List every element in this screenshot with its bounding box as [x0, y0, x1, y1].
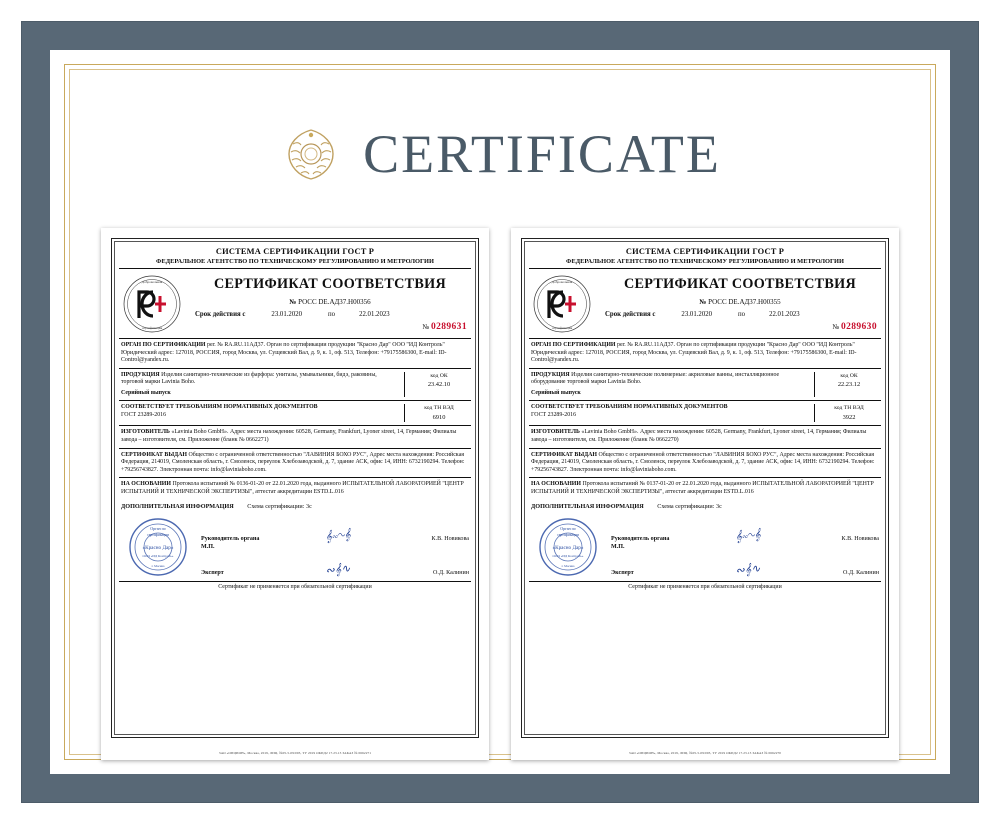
certificate-main-title: СЕРТИФИКАТ СООТВЕТСТВИЯ	[623, 276, 857, 292]
system-header: СИСТЕМА СЕРТИФИКАЦИИ ГОСТ Р	[215, 247, 375, 256]
tnved-value: 6910	[432, 413, 446, 421]
head-signature-row	[201, 516, 469, 542]
expert-signature-row	[201, 550, 469, 576]
manufacturer-text: «Lavinia Boho GmbH». Адрес места нахождения: 60528, Germany, Frankfurt, Lyoner street, 14, Германия; Филиалы завода – изготовителя, см. Приложение (бланк № 0662270)	[531, 429, 867, 443]
svg-text:ООО «ИД Контроль»: ООО «ИД Контроль»	[142, 554, 174, 559]
tnved-label: код ТН ВЭД	[834, 405, 864, 412]
rostest-pct-emblem-icon	[529, 274, 595, 334]
certificate-main-title: СЕРТИФИКАТ СООТВЕТСТВИЯ	[213, 276, 447, 292]
issued-to-section	[529, 449, 881, 479]
basis-section	[529, 478, 881, 499]
svg-text:Добровольная: Добровольная	[551, 280, 573, 284]
blank-label: №	[422, 323, 430, 331]
validity-label: Срок действия с	[605, 311, 656, 318]
manufacturer-section	[529, 426, 881, 448]
footer-note: Сертификат не применяется при обязательной сертификации	[529, 581, 881, 590]
svg-text:сертификация: сертификация	[141, 326, 163, 330]
inner-white-panel	[50, 50, 950, 774]
issued-text: Общество с ограниченной ответственностью "ЛАВИНИЯ БОХО РУС", Адрес места нахождения: Российская Федерация, 214019, Смоленская область, г. Смоленск, переулок Хлебозаводской, д. 7, здание АСК, офис 14, ИНН: 6732190294. Телефон: +79256743827. Электронная почта: info@laviniaboho.com.	[531, 451, 875, 473]
product-label: ПРОДУКЦИЯ	[531, 371, 570, 378]
number-value: РОСС DE.АД37.Н00355	[708, 298, 781, 306]
ok-code-label: код ОК	[430, 372, 448, 379]
head-role: Руководитель органа	[201, 536, 260, 543]
valid-to-label: по	[738, 311, 746, 318]
conformance-section	[119, 401, 471, 426]
ok-code-value: 22.23.12	[837, 381, 861, 389]
title-row	[80, 122, 920, 186]
system-header: СИСТЕМА СЕРТИФИКАЦИИ ГОСТ Р	[625, 247, 785, 256]
round-blue-stamp-icon	[531, 516, 607, 578]
number-value: РОСС DE.АД37.Н00356	[298, 298, 371, 306]
certification-body-section	[529, 339, 881, 369]
rostest-pct-emblem-icon	[119, 274, 185, 334]
head-signature-mark: 𝄞∾∿𝄞	[324, 528, 352, 544]
issued-label: СЕРТИФИКАТ ВЫДАН	[121, 451, 188, 458]
number-label: №	[289, 298, 297, 306]
certificate-number-line	[599, 298, 881, 306]
extra-information-section	[119, 499, 471, 512]
certificate-document-right[interactable]	[511, 228, 899, 760]
svg-text:сертификация: сертификация	[551, 326, 573, 330]
head-signature-mark: 𝄞∾∿𝄞	[734, 528, 762, 544]
expert-signature-row	[611, 550, 879, 576]
expert-role: Эксперт	[611, 570, 634, 577]
mp-label: М.П.	[201, 544, 215, 551]
basis-text: Протокола испытаний № 0136-01-20 от 22.01.2020 года, выданного ИСПЫТАТЕЛЬНОЙ ЛАБОРАТОРИЕЙ "ЦЕНТР ИСПЫТАНИЙ И ТЕХНИЧЕСКОЙ ЭКСПЕРТИЗЫ", аттестат аккредитации ESTD.L.016	[121, 481, 464, 495]
conform-label: СООТВЕТСТВУЕТ ТРЕБОВАНИЯМ НОРМАТИВНЫХ ДОКУМЕНТОВ	[531, 404, 728, 411]
blank-number: 0289631	[430, 322, 467, 332]
footer-note: Сертификат не применяется при обязательной сертификации	[119, 581, 471, 590]
valid-to: 22.01.2023	[769, 311, 800, 318]
serial-label: Серийный выпуск	[531, 389, 581, 396]
body-text: рег. № RA.RU.11АД37. Орган по сертификации продукции "Красно Дар" ООО "ИД Контроль" Юридический адрес: 127018, РОССИЯ, город Москва, ул. Сущевский Вал, д. 9, к. 1, оф. 513, Телефон: +79175586300, E-mail: ID-Control@yandex.ru.	[121, 342, 447, 364]
emblem-title-block	[529, 274, 881, 339]
svg-text:«Красно Дар»: «Красно Дар»	[142, 545, 174, 552]
manufacturer-label: ИЗГОТОВИТЕЛЬ	[531, 429, 580, 436]
validity-line	[189, 311, 471, 318]
agency-line: ФЕДЕРАЛЬНОЕ АГЕНТСТВО ПО ТЕХНИЧЕСКОМУ РЕГУЛИРОВАНИЮ И МЕТРОЛОГИИ	[529, 258, 881, 269]
svg-text:г. Москва: г. Москва	[561, 564, 575, 569]
svg-text:г. Москва: г. Москва	[151, 564, 165, 569]
ok-code-label: код ОК	[840, 372, 858, 379]
validity-line	[599, 311, 881, 318]
blank-number-line	[189, 322, 471, 332]
ok-code-value: 23.42.10	[427, 381, 451, 389]
printing-house-footer: ЗАО «ОПЦИОН», Москва, 2019, ЛИЦ. №05-5-09/003, ТУ 2019 ОКПД2 17.23.13 ЗАКАЗ № 0662270	[628, 751, 782, 755]
blank-number: 0289630	[840, 322, 877, 332]
validity-label: Срок действия с	[195, 311, 246, 318]
svg-text:ООО «ИД Контроль»: ООО «ИД Контроль»	[552, 554, 584, 559]
svg-text:Орган по: Орган по	[560, 526, 576, 532]
valid-to: 22.01.2023	[359, 311, 390, 318]
certificate-content	[80, 74, 920, 755]
tnved-value: 3922	[842, 413, 856, 421]
number-label: №	[699, 298, 707, 306]
expert-name: О.Д. Калинин	[433, 570, 469, 577]
agency-line: ФЕДЕРАЛЬНОЕ АГЕНТСТВО ПО ТЕХНИЧЕСКОМУ РЕГУЛИРОВАНИЮ И МЕТРОЛОГИИ	[119, 258, 471, 269]
emblem-title-block	[119, 274, 471, 339]
head-name: К.В. Новикова	[841, 536, 879, 543]
extra-information-section	[529, 499, 881, 512]
svg-text:сертификации: сертификации	[557, 533, 579, 538]
laurel-wreath-icon	[279, 122, 343, 186]
conformance-section	[529, 401, 881, 426]
manufacturer-label: ИЗГОТОВИТЕЛЬ	[121, 429, 170, 436]
body-label: ОРГАН ПО СЕРТИФИКАЦИИ	[531, 342, 616, 348]
product-section	[119, 369, 471, 402]
valid-from: 23.01.2020	[681, 311, 713, 318]
basis-label: НА ОСНОВАНИИ	[531, 481, 581, 488]
expert-signature-mark: ∾𝄞∿	[324, 562, 351, 578]
body-label: ОРГАН ПО СЕРТИФИКАЦИИ	[121, 342, 206, 348]
basis-label: НА ОСНОВАНИИ	[121, 481, 171, 488]
certificate-document-left[interactable]	[101, 228, 489, 760]
svg-text:Орган по: Орган по	[150, 526, 166, 532]
blank-label: №	[832, 323, 840, 331]
body-text: рег. № RA.RU.11АД37. Орган по сертификации продукции "Красно Дар" ООО "ИД Контроль" Юридический адрес: 127018, РОССИЯ, город Москва, ул. Сущевский Вал, д. 9, к. 1, оф. 513, Телефон: +79175586300, E-mail: ID-Control@yandex.ru.	[531, 342, 857, 364]
blank-number-line	[599, 322, 881, 332]
expert-name: О.Д. Калинин	[843, 570, 879, 577]
manufacturer-text: «Lavinia Boho GmbH». Адрес места нахождения: 60528, Germany, Frankfurt, Lyoner street, 14, Германия; Филиалы завода – изготовителя, см. Приложение (бланк № 0662271)	[121, 429, 457, 443]
certificate-number-line	[189, 298, 471, 306]
extra-label: ДОПОЛНИТЕЛЬНАЯ ИНФОРМАЦИЯ	[121, 503, 234, 511]
page-title: CERTIFICATE	[363, 124, 721, 184]
tnved-label: код ТН ВЭД	[424, 405, 454, 412]
certificates-container	[80, 228, 920, 760]
product-text: Изделия санитарно-технические из фарфора: унитазы, умывальники, бидэ, раковины, торговой марки Lavinia Boho.	[121, 371, 377, 386]
expert-role: Эксперт	[201, 570, 224, 577]
manufacturer-section	[119, 426, 471, 448]
product-section	[529, 369, 881, 402]
product-label: ПРОДУКЦИЯ	[121, 371, 160, 378]
product-text: Изделия санитарно-технические полимерные: акриловые ванны, инсталляционное оборудование торговой марки Lavinia Boho.	[531, 371, 780, 386]
valid-from: 23.01.2020	[271, 311, 303, 318]
issued-to-section	[119, 449, 471, 479]
conform-label: СООТВЕТСТВУЕТ ТРЕБОВАНИЯМ НОРМАТИВНЫХ ДОКУМЕНТОВ	[121, 404, 318, 411]
mp-label: М.П.	[611, 544, 625, 551]
svg-text:сертификации: сертификации	[147, 533, 169, 538]
svg-text:Добровольная: Добровольная	[141, 280, 163, 284]
extra-label: ДОПОЛНИТЕЛЬНАЯ ИНФОРМАЦИЯ	[531, 503, 644, 511]
conform-text: ГОСТ 23289-2016	[121, 411, 167, 418]
expert-signature-mark: ∾𝄞∿	[734, 562, 761, 578]
scheme-text: Схема сертификации: 3с	[247, 503, 312, 511]
certification-body-section	[119, 339, 471, 369]
head-name: К.В. Новикова	[431, 536, 469, 543]
issued-label: СЕРТИФИКАТ ВЫДАН	[531, 451, 598, 458]
head-signature-row	[611, 516, 879, 542]
signature-area	[529, 512, 881, 578]
svg-text:«Красно Дар»: «Красно Дар»	[552, 545, 584, 552]
printing-house-footer: ЗАО «ОПЦИОН», Москва, 2019, ЛИЦ. №05-5-09/003, ТУ 2019 ОКПД2 17.23.13 ЗАКАЗ № 0662271	[218, 751, 372, 755]
valid-to-label: по	[328, 311, 336, 318]
signature-area	[119, 512, 471, 578]
serial-label: Серийный выпуск	[121, 389, 171, 396]
outer-frame	[22, 22, 978, 802]
scheme-text: Схема сертификации: 3с	[657, 503, 722, 511]
conform-text: ГОСТ 23289-2016	[531, 411, 577, 418]
head-role: Руководитель органа	[611, 536, 670, 543]
round-blue-stamp-icon	[121, 516, 197, 578]
basis-text: Протокола испытаний № 0137-01-20 от 22.01.2020 года, выданного ИСПЫТАТЕЛЬНОЙ ЛАБОРАТОРИЕЙ "ЦЕНТР ИСПЫТАНИЙ И ТЕХНИЧЕСКОЙ ЭКСПЕРТИЗЫ", аттестат аккредитации ESTD.L.016	[531, 481, 874, 495]
basis-section	[119, 478, 471, 499]
issued-text: Общество с ограниченной ответственностью "ЛАВИНИЯ БОХО РУС", Адрес места нахождения: Российская Федерация, 214019, Смоленская область, г. Смоленск, переулок Хлебозаводской, д. 7, здание АСК, офис 14, ИНН: 6732190294. Телефон: +79256743827. Электронная почта: info@laviniaboho.com.	[121, 451, 465, 473]
